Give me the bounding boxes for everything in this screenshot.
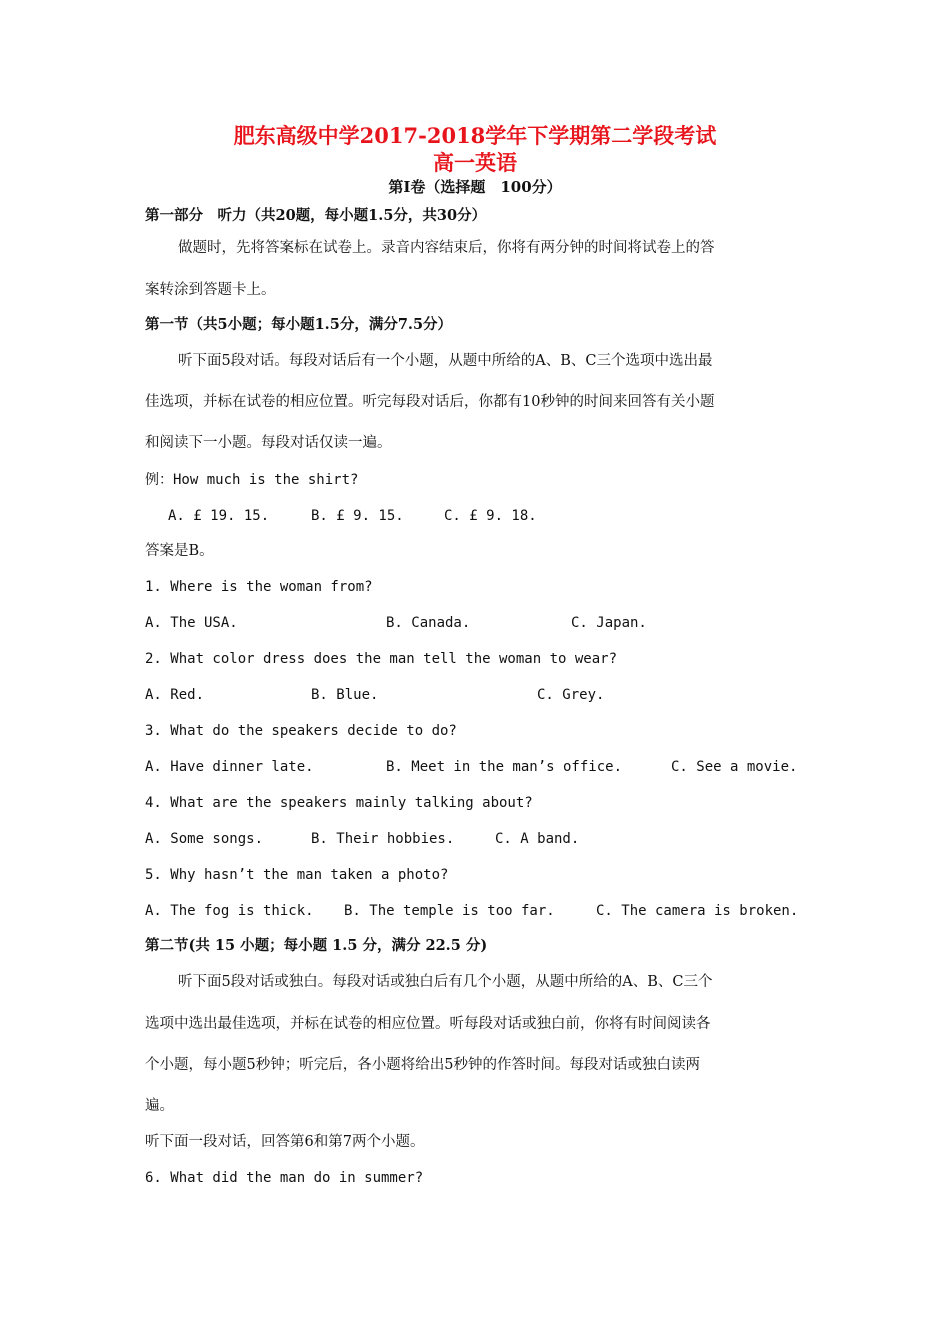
question-4-option-b: B. Their hobbies. bbox=[311, 831, 455, 847]
part1-heading: 第一部分 听力（共20题，每小题1.5分，共30分） bbox=[145, 207, 487, 224]
question-3-option-a: A. Have dinner late. bbox=[145, 759, 314, 775]
example-option-c: C. £ 9. 18. bbox=[444, 508, 537, 524]
section2-instruction-line3: 个小题，每小题5秒钟；听完后，各小题将给出5秒钟的作答时间。每段对话或独白读两 bbox=[145, 1057, 700, 1073]
question-2-option-a: A. Red. bbox=[145, 687, 205, 703]
dialogue-note: 听下面一段对话，回答第6和第7两个小题。 bbox=[145, 1134, 425, 1150]
section1-instruction-line1: 听下面5段对话。每段对话后有一个小题，从题中所给的A、B、C三个选项中选出最 bbox=[178, 353, 713, 369]
part1-instruction-line1: 做题时，先将答案标在试卷上。录音内容结束后，你将有两分钟的时间将试卷上的答 bbox=[178, 240, 715, 256]
section2-heading: 第二节(共 15 小题；每小题 1.5 分，满分 22.5 分) bbox=[145, 937, 488, 954]
exam-subject: 高一英语 bbox=[433, 150, 517, 175]
question-5-option-b: B. The temple is too far. bbox=[344, 903, 555, 919]
question-2-option-c: C. Grey. bbox=[537, 687, 605, 703]
section1-instruction-line3: 和阅读下一小题。每段对话仅读一遍。 bbox=[145, 435, 392, 451]
question-2: 2. What color dress does the man tell the woman to wear? bbox=[145, 651, 618, 667]
question-4: 4. What are the speakers mainly talking about? bbox=[145, 795, 533, 811]
section2-instruction-line2: 选项中选出最佳选项，并标在试卷的相应位置。听每段对话或独白前，你将有时间阅读各 bbox=[145, 1016, 711, 1032]
question-1: 1. Where is the woman from? bbox=[145, 579, 373, 595]
question-3: 3. What do the speakers decide to do? bbox=[145, 723, 457, 739]
example-question: 例：How much is the shirt? bbox=[145, 472, 359, 488]
question-3-option-b: B. Meet in the man’s office. bbox=[386, 759, 623, 775]
question-1-option-b: B. Canada. bbox=[386, 615, 471, 631]
question-6: 6. What did the man do in summer? bbox=[145, 1170, 424, 1186]
question-3-option-c: C. See a movie. bbox=[671, 759, 798, 775]
exam-title: 肥东高级中学2017-2018学年下学期第二学段考试 bbox=[233, 123, 717, 148]
question-5-option-c: C. The camera is broken. bbox=[596, 903, 799, 919]
question-2-option-b: B. Blue. bbox=[311, 687, 379, 703]
volume-heading: 第Ⅰ卷（选择题 100分） bbox=[388, 178, 562, 196]
example-option-a: A. £ 19. 15. bbox=[168, 508, 270, 524]
question-5-option-a: A. The fog is thick. bbox=[145, 903, 314, 919]
question-1-option-c: C. Japan. bbox=[571, 615, 647, 631]
question-1-option-a: A. The USA. bbox=[145, 615, 238, 631]
question-4-option-c: C. A band. bbox=[495, 831, 580, 847]
section2-instruction-line4: 遍。 bbox=[145, 1098, 174, 1114]
section2-instruction-line1: 听下面5段对话或独白。每段对话或独白后有几个小题，从题中所给的A、B、C三个 bbox=[178, 974, 713, 990]
example-answer: 答案是B。 bbox=[145, 543, 214, 559]
section1-instruction-line2: 佳选项，并标在试卷的相应位置。听完每段对话后，你都有10秒钟的时间来回答有关小题 bbox=[145, 394, 715, 410]
question-5: 5. Why hasn’t the man taken a photo? bbox=[145, 867, 449, 883]
question-4-option-a: A. Some songs. bbox=[145, 831, 264, 847]
section1-heading: 第一节（共5小题；每小题1.5分，满分7.5分） bbox=[145, 316, 453, 333]
part1-instruction-line2: 案转涂到答题卡上。 bbox=[145, 282, 276, 298]
example-option-b: B. £ 9. 15. bbox=[311, 508, 404, 524]
